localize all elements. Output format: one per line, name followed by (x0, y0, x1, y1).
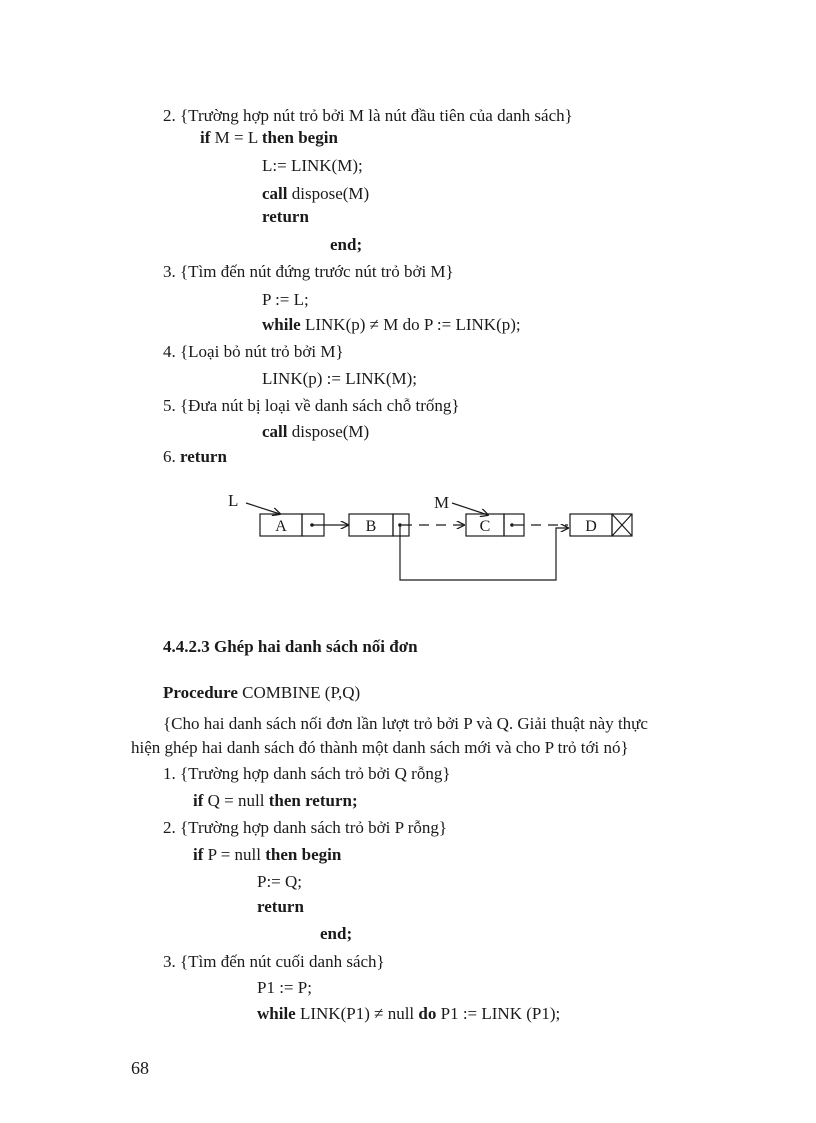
section-heading: 4.4.2.3 Ghép hai danh sách nối đơn (163, 637, 418, 656)
return-keyword: return (180, 447, 227, 466)
if-condition: P = null (203, 845, 266, 864)
pointer-m-arrow (452, 503, 488, 515)
step3-assign: P := L; (262, 290, 309, 309)
step2-return: return (262, 207, 309, 226)
combine-step3-comment: 3. {Tìm đến nút cuối danh sách} (163, 952, 385, 971)
step2-if-line (200, 128, 338, 148)
while-keyword: while (262, 315, 301, 334)
combine-step2-if (193, 845, 341, 865)
combine-step1-if (193, 791, 358, 811)
then-return-keyword: then return; (268, 791, 358, 810)
do-keyword: do (418, 1004, 437, 1023)
then-begin-keyword: then begin (261, 128, 338, 147)
step4-assign: LINK(p) := LINK(M); (262, 369, 417, 388)
call-keyword: call (262, 184, 288, 203)
procedure-name: COMBINE (P,Q) (237, 683, 361, 702)
procedure-keyword: Procedure (163, 683, 238, 702)
combine-step3-assign: P1 := P; (257, 978, 312, 997)
while-condition: LINK(P1) ≠ null (295, 1004, 419, 1023)
node-d (570, 514, 632, 536)
step5-call-line (262, 422, 369, 442)
then-begin-keyword: then begin (265, 845, 342, 864)
linked-list-diagram (0, 488, 816, 598)
step5-comment: 5. {Đưa nút bị loại về danh sách chỗ trống} (163, 396, 460, 415)
svg-text:A: A (275, 518, 287, 535)
svg-text:B: B (365, 518, 377, 535)
combine-step3-while (257, 1004, 560, 1024)
pointer-l-label: L (228, 491, 239, 510)
description-line-2: hiện ghép hai danh sách đó thành một danh sách mới và cho P trỏ tới nó} (131, 738, 629, 757)
procedure-signature (163, 683, 360, 703)
call-args: dispose(M) (287, 422, 370, 441)
call-keyword: call (262, 422, 288, 441)
step6-line (163, 447, 227, 467)
step2-assign: L:= LINK(M); (262, 156, 363, 175)
combine-step2-comment: 2. {Trường hợp danh sách trỏ bởi P rỗng} (163, 818, 448, 837)
pointer-m-label: M (434, 493, 450, 512)
step4-comment: 4. {Loại bỏ nút trỏ bởi M} (163, 342, 344, 361)
description-line-1: {Cho hai danh sách nối đơn lần lượt trỏ bởi P và Q. Giải thuật này thực (163, 714, 648, 733)
step2-comment: 2. {Trường hợp nút trỏ bởi M là nút đầu tiên của danh sách} (163, 106, 573, 125)
page-number: 68 (131, 1058, 149, 1078)
combine-step2-assign: P:= Q; (257, 872, 303, 891)
while-body: LINK(p) ≠ M do P := LINK(p); (300, 315, 521, 334)
step6-number: 6. (163, 447, 180, 466)
if-keyword: if (193, 845, 204, 864)
step2-end: end; (330, 235, 363, 254)
while-body: P1 := LINK (P1); (436, 1004, 561, 1023)
combine-step2-return: return (257, 897, 304, 916)
pointer-l-arrow (246, 503, 280, 514)
step3-comment: 3. {Tìm đến nút đứng trước nút trỏ bởi M} (163, 262, 454, 281)
if-keyword: if (200, 128, 211, 147)
if-condition: M = L (210, 128, 262, 147)
call-args: dispose(M) (287, 184, 370, 203)
if-keyword: if (193, 791, 204, 810)
step3-while-line (262, 315, 521, 335)
svg-text:C: C (479, 518, 491, 535)
step2-call-line (262, 184, 369, 204)
if-condition: Q = null (203, 791, 269, 810)
while-keyword: while (257, 1004, 296, 1023)
combine-step2-end: end; (320, 924, 353, 943)
combine-step1-comment: 1. {Trường hợp danh sách trỏ bởi Q rỗng} (163, 764, 451, 783)
svg-text:D: D (585, 518, 597, 535)
